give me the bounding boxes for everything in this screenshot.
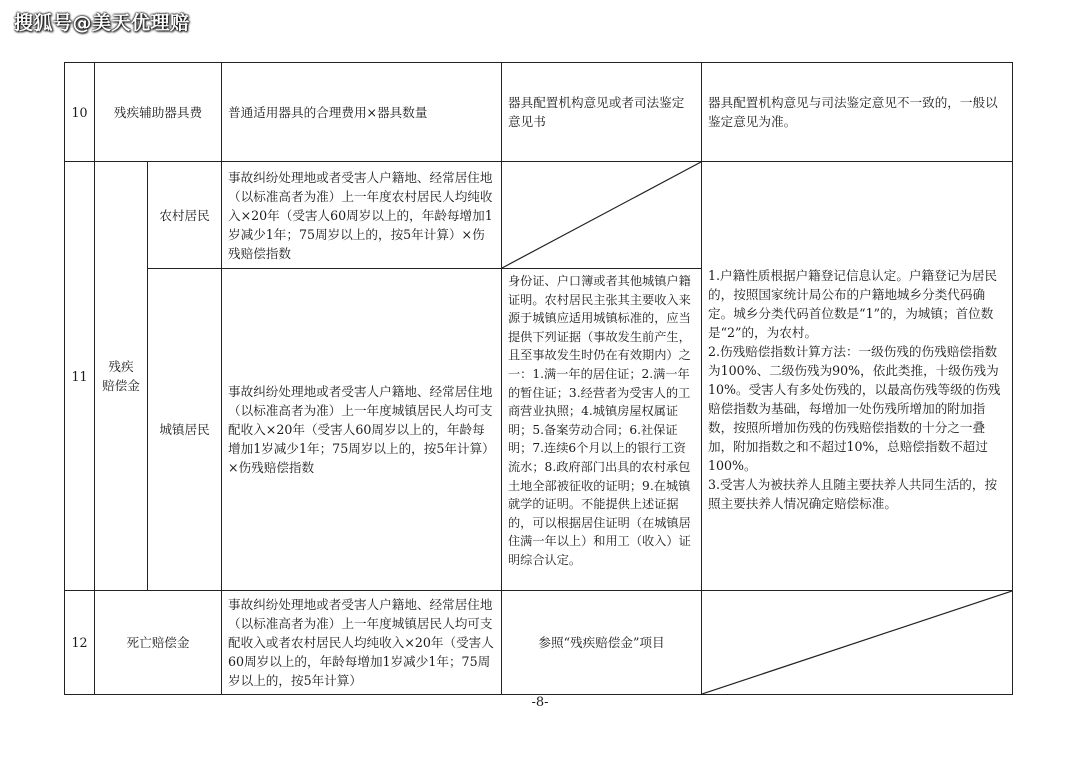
urban-evidence: 身份证、户口簿或者其他城镇户籍证明。农村居民主张其主要收入来源于城镇应适用城镇标准的，应当提供下列证据（事故发生前产生，且至事故发生时仍在有效期内）之一：1.满一年的居住证；2.满一年的暂住证；3.经营者为受害人的工商营业执照；4.城镇房屋权属证明；5.备案劳动合同；6.社保证明；7.连续6个月以上的银行工资流水；8.政府部门出具的农村承包土地全部被征收的证明；9.在城镇就学的证明。不能提供上述证据的，可以根据居住证明（在城镇居住满一年以上）和用工（收入）证明综合认定。 — [502, 269, 702, 591]
calculation-formula: 事故纠纷处理地或者受害人户籍地、经常居住地（以标准高者为准）上一年度城镇居民人均可支配收入或者农村居民人均纯收入×20年（受害人60周岁以上的，年龄每增加1岁减少1年；75周岁以上的，按5年计算） — [222, 591, 502, 695]
item-name: 残疾 赔偿金 — [95, 162, 148, 591]
rural-formula: 事故纠纷处理地或者受害人户籍地、经常居住地（以标准高者为准）上一年度农村居民人均纯收入×20年（受害人60周岁以上的，年龄每增加1岁减少1年；75周岁以上的，按5年计算）×伤残赔偿指数 — [222, 162, 502, 269]
rural-resident-label: 农村居民 — [148, 162, 222, 269]
item-name: 残疾辅助器具费 — [95, 63, 222, 162]
note-cell: 1.户籍性质根据户籍登记信息认定。户籍登记为居民的，按照国家统计局公布的户籍地城乡分类代码确定。城乡分类代码首位数是“1”的，为城镇；首位数是“2”的，为农村。 2.伤残赔偿指数计算方法：一级伤残的伤残赔偿指数为100%、二级伤残为90%，依此类推，十级伤残为10%。受害人有多处伤残的，以最高伤残等级的伤残赔偿指数为基础，每增加一处伤残所增加的附加指数，按照所增加伤残的伤残赔偿指数的十分之一叠加，附加指数之和不超过10%，总赔偿指数不超过100%。 3.受害人为被扶养人且随主要扶养人共同生活的，按照主要扶养人情况确定赔偿标准。 — [702, 162, 1013, 591]
evidence-cell: 器具配置机构意见或者司法鉴定意见书 — [502, 63, 702, 162]
empty-diagonal-cell — [702, 591, 1013, 695]
table-row-10 — [65, 63, 1013, 162]
page-number: -8- — [531, 695, 549, 710]
calculation-formula: 普通适用器具的合理费用×器具数量 — [222, 63, 502, 162]
evidence-cell: 参照“残疾赔偿金”项目 — [502, 591, 702, 695]
urban-formula: 事故纠纷处理地或者受害人户籍地、经常居住地（以标准高者为准）上一年度城镇居民人均可支配收入×20年（受害人60周岁以上的，年龄每增加1岁减少1年；75周岁以上的，按5年计算）×伤残赔偿指数 — [222, 269, 502, 591]
row-number: 11 — [65, 162, 95, 591]
row-number: 10 — [65, 63, 95, 162]
note-cell: 器具配置机构意见与司法鉴定意见不一致的，一般以鉴定意见为准。 — [702, 63, 1013, 162]
watermark-text: 搜狐号@美天优理赔 — [14, 12, 190, 34]
row-number: 12 — [65, 591, 95, 695]
compensation-table — [64, 62, 1013, 695]
diagonal-line — [502, 162, 701, 268]
diagonal-line — [702, 591, 1012, 694]
item-name: 死亡赔偿金 — [95, 591, 222, 695]
table-row-12 — [65, 591, 1013, 695]
empty-diagonal-cell — [502, 162, 702, 269]
urban-resident-label: 城镇居民 — [148, 269, 222, 591]
table-row-11-rural — [65, 162, 1013, 269]
